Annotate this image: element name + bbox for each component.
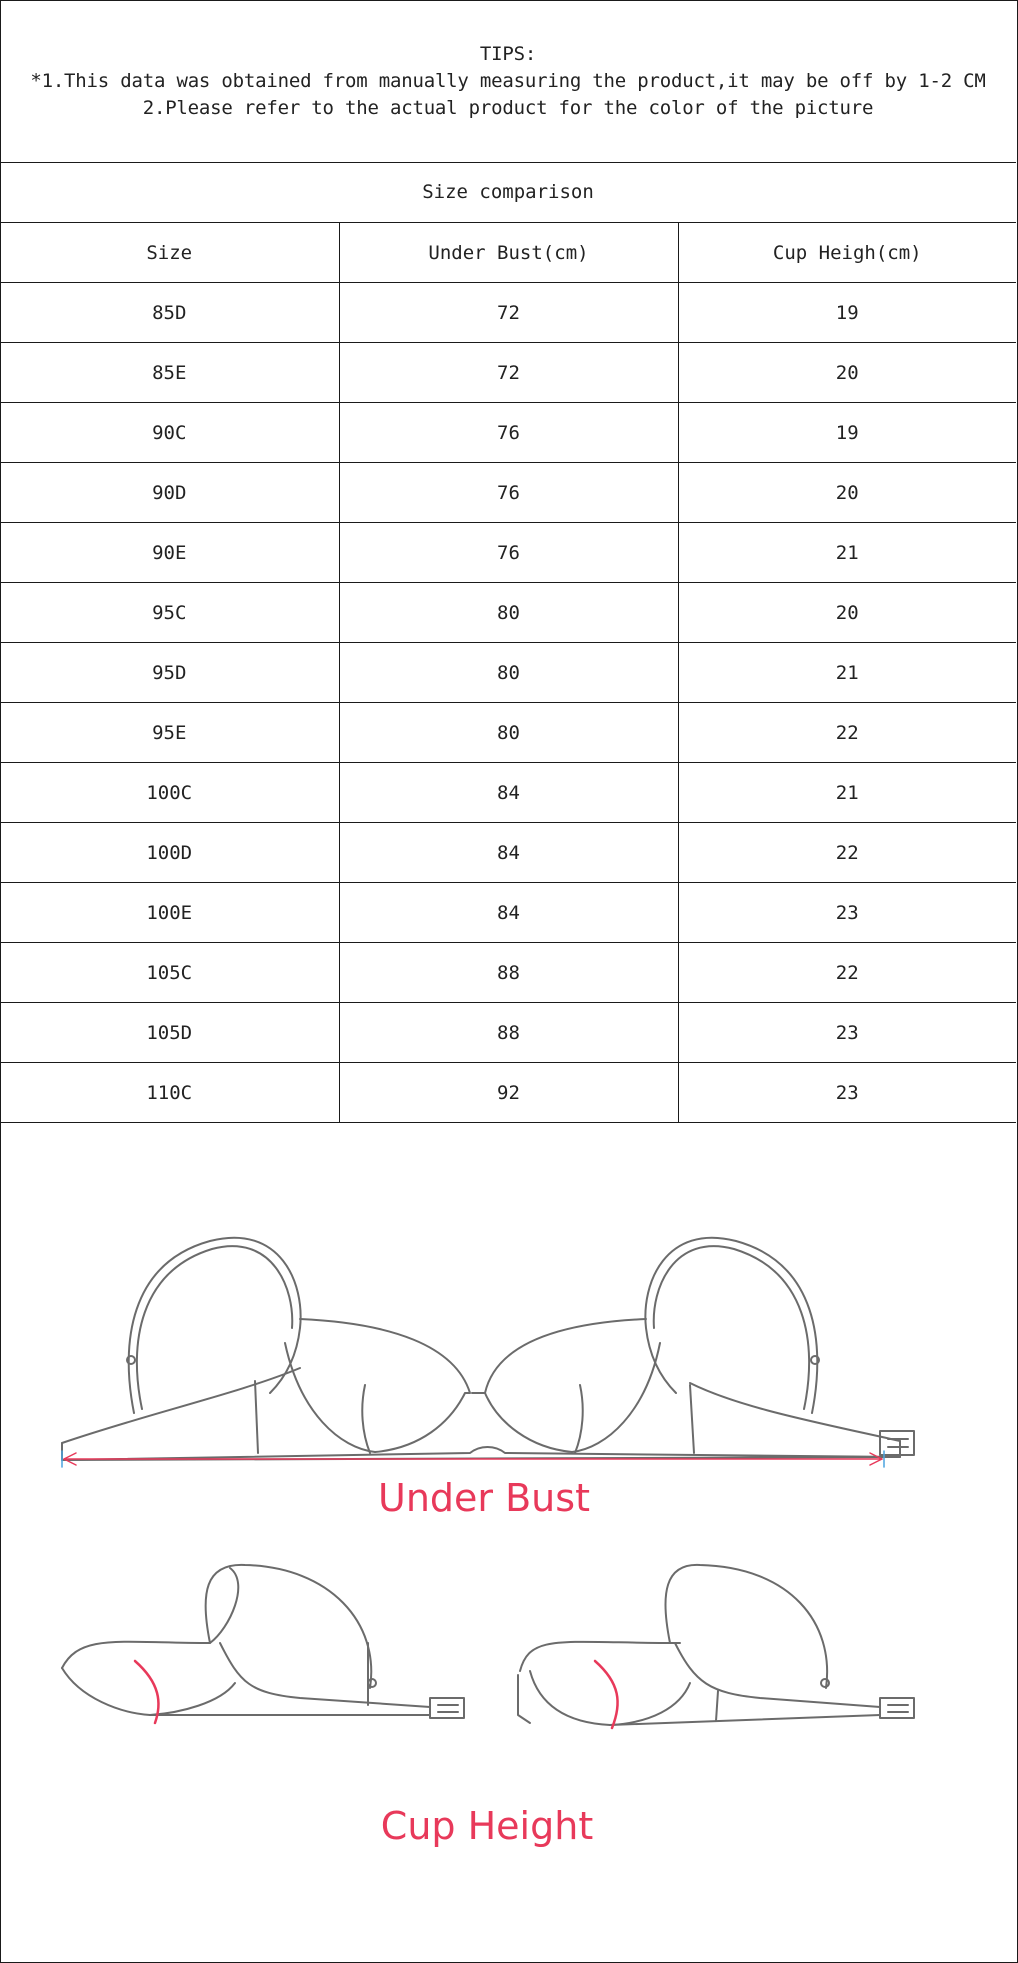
table-title-text: Size comparison	[422, 181, 594, 203]
under-bust-cell: 76	[339, 523, 678, 583]
header-cell: Size	[0, 223, 339, 283]
cup-height-measure-right	[595, 1661, 618, 1728]
table-title	[0, 162, 1016, 223]
size-cell: 105C	[0, 943, 339, 1003]
tips-section	[0, 0, 1016, 163]
under-bust-measure-line	[62, 1451, 884, 1467]
size-cell: 100C	[0, 763, 339, 823]
bra-side-illustration-right	[518, 1565, 914, 1725]
cup-height-cell: 21	[678, 643, 1016, 703]
cup-height-cell: 19	[678, 283, 1016, 343]
under-bust-cell: 92	[339, 1063, 678, 1123]
size-cell: 90E	[0, 523, 339, 583]
under-bust-cell: 84	[339, 823, 678, 883]
size-cell: 95E	[0, 703, 339, 763]
cup-height-cell: 22	[678, 943, 1016, 1003]
size-cell: 90C	[0, 403, 339, 463]
under-bust-cell: 88	[339, 1003, 678, 1063]
size-cell: 85E	[0, 343, 339, 403]
size-table	[0, 223, 1016, 1123]
cup-height-cell: 21	[678, 523, 1016, 583]
size-cell: 110C	[0, 1063, 339, 1123]
cup-height-cell: 20	[678, 583, 1016, 643]
under-bust-cell: 76	[339, 463, 678, 523]
under-bust-cell: 72	[339, 343, 678, 403]
under-bust-cell: 84	[339, 883, 678, 943]
size-cell: 85D	[0, 283, 339, 343]
under-bust-cell: 80	[339, 583, 678, 643]
table-row	[0, 583, 1016, 643]
cup-height-cell: 22	[678, 703, 1016, 763]
size-cell: 100E	[0, 883, 339, 943]
cup-height-cell: 22	[678, 823, 1016, 883]
table-row	[0, 343, 1016, 403]
tips-heading: TIPS:	[479, 42, 537, 65]
size-cell: 105D	[0, 1003, 339, 1063]
cup-height-label: Cup Height	[380, 1804, 594, 1848]
table-row	[0, 463, 1016, 523]
cup-height-cell: 20	[678, 343, 1016, 403]
table-row	[0, 703, 1016, 763]
table-row	[0, 883, 1016, 943]
under-bust-cell: 72	[339, 283, 678, 343]
under-bust-cell: 84	[339, 763, 678, 823]
header-cell: Cup Heigh(cm)	[678, 223, 1016, 283]
table-header-row	[0, 223, 1016, 283]
table-row	[0, 823, 1016, 883]
table-row	[0, 943, 1016, 1003]
table-row	[0, 1003, 1016, 1063]
size-cell: 90D	[0, 463, 339, 523]
measurement-diagram	[0, 1123, 1016, 1961]
cup-height-cell: 23	[678, 1063, 1016, 1123]
tips-line-1: *1.This data was obtained from manually measuring the product,it may be off by 1-2 CM	[30, 69, 986, 92]
bra-side-illustration-left	[62, 1565, 464, 1718]
size-cell: 95C	[0, 583, 339, 643]
under-bust-cell: 80	[339, 703, 678, 763]
size-cell: 95D	[0, 643, 339, 703]
table-row	[0, 403, 1016, 463]
cup-height-cell: 23	[678, 1003, 1016, 1063]
under-bust-cell: 76	[339, 403, 678, 463]
table-row	[0, 643, 1016, 703]
header-cell: Under Bust(cm)	[339, 223, 678, 283]
size-cell: 100D	[0, 823, 339, 883]
table-row	[0, 283, 1016, 343]
cup-height-cell: 20	[678, 463, 1016, 523]
under-bust-cell: 80	[339, 643, 678, 703]
under-bust-cell: 88	[339, 943, 678, 1003]
table-row	[0, 763, 1016, 823]
table-row	[0, 523, 1016, 583]
cup-height-cell: 19	[678, 403, 1016, 463]
under-bust-label: Under Bust	[378, 1476, 590, 1520]
bra-front-illustration	[62, 1238, 914, 1460]
table-row	[0, 1063, 1016, 1123]
cup-height-cell: 23	[678, 883, 1016, 943]
tips-line-2: 2.Please refer to the actual product for the color of the picture	[142, 96, 874, 119]
cup-height-cell: 21	[678, 763, 1016, 823]
